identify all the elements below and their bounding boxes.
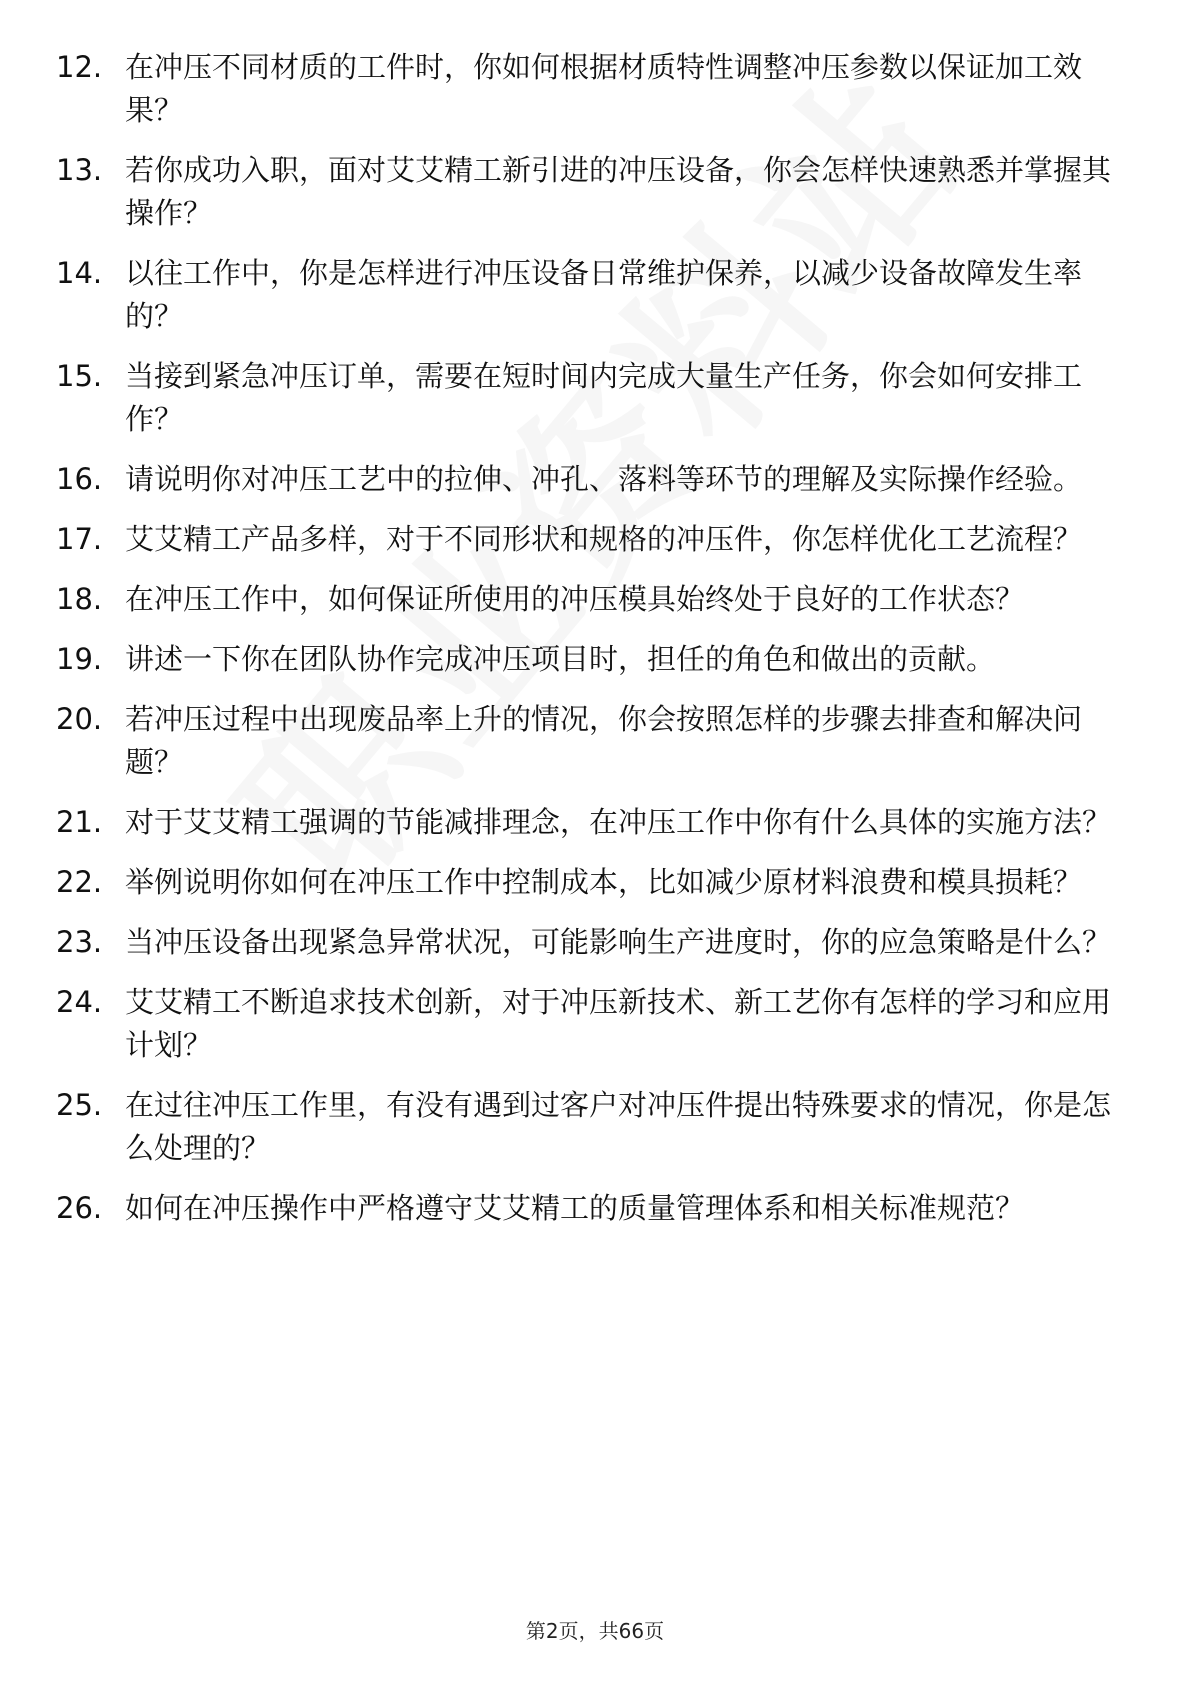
question-number: 21. — [56, 805, 103, 839]
question-item — [0, 458, 1190, 501]
question-item — [0, 861, 1190, 904]
question-number: 26. — [56, 1191, 103, 1225]
question-number: 14. — [56, 256, 103, 290]
question-number: 22. — [56, 865, 103, 899]
question-number: 12. — [56, 50, 103, 84]
page-number-label: 第2页，共66页 — [525, 1619, 665, 1643]
question-number: 17. — [56, 522, 103, 556]
question-text: 若冲压过程中出现废品率上升的情况，你会按照怎样的步骤去排查和解决问题？ — [125, 702, 1083, 779]
question-number: 19. — [56, 642, 103, 676]
question-item — [0, 698, 1190, 784]
question-text: 若你成功入职，面对艾艾精工新引进的冲压设备，你会怎样快速熟悉并掌握其操作？ — [125, 153, 1112, 230]
question-item — [0, 355, 1190, 441]
question-text: 讲述一下你在团队协作完成冲压项目时，担任的角色和做出的贡献。 — [125, 642, 996, 676]
question-text: 艾艾精工不断追求技术创新，对于冲压新技术、新工艺你有怎样的学习和应用计划？ — [125, 985, 1112, 1062]
question-item — [0, 252, 1190, 338]
page-footer — [0, 1615, 1190, 1644]
question-list — [0, 46, 1190, 1247]
question-number: 25. — [56, 1088, 103, 1122]
question-number: 15. — [56, 359, 103, 393]
question-text: 在冲压工作中，如何保证所使用的冲压模具始终处于良好的工作状态？ — [125, 582, 1025, 616]
question-number: 24. — [56, 985, 103, 1019]
question-item — [0, 149, 1190, 235]
question-item — [0, 578, 1190, 621]
question-text: 当冲压设备出现紧急异常状况，可能影响生产进度时，你的应急策略是什么？ — [125, 925, 1112, 959]
question-text: 当接到紧急冲压订单，需要在短时间内完成大量生产任务，你会如何安排工作？ — [125, 359, 1083, 436]
question-text: 举例说明你如何在冲压工作中控制成本，比如减少原材料浪费和模具损耗？ — [125, 865, 1083, 899]
question-text: 如何在冲压操作中严格遵守艾艾精工的质量管理体系和相关标准规范？ — [125, 1191, 1025, 1225]
question-text: 艾艾精工产品多样，对于不同形状和规格的冲压件，你怎样优化工艺流程？ — [125, 522, 1083, 556]
question-number: 18. — [56, 582, 103, 616]
question-item — [0, 1084, 1190, 1170]
question-text: 以往工作中，你是怎样进行冲压设备日常维护保养，以减少设备故障发生率的？ — [125, 256, 1083, 333]
question-number: 20. — [56, 702, 103, 736]
question-text: 请说明你对冲压工艺中的拉伸、冲孔、落料等环节的理解及实际操作经验。 — [125, 462, 1083, 496]
question-number: 16. — [56, 462, 103, 496]
question-item — [0, 518, 1190, 561]
question-text: 对于艾艾精工强调的节能减排理念，在冲压工作中你有什么具体的实施方法？ — [125, 805, 1112, 839]
question-item — [0, 638, 1190, 681]
question-text: 在过往冲压工作里，有没有遇到过客户对冲压件提出特殊要求的情况，你是怎么处理的？ — [125, 1088, 1112, 1165]
question-item — [0, 1187, 1190, 1230]
question-number: 23. — [56, 925, 103, 959]
question-item — [0, 921, 1190, 964]
question-item — [0, 46, 1190, 132]
question-text: 在冲压不同材质的工件时，你如何根据材质特性调整冲压参数以保证加工效果？ — [125, 50, 1083, 127]
question-item — [0, 801, 1190, 844]
question-number: 13. — [56, 153, 103, 187]
question-item — [0, 981, 1190, 1067]
